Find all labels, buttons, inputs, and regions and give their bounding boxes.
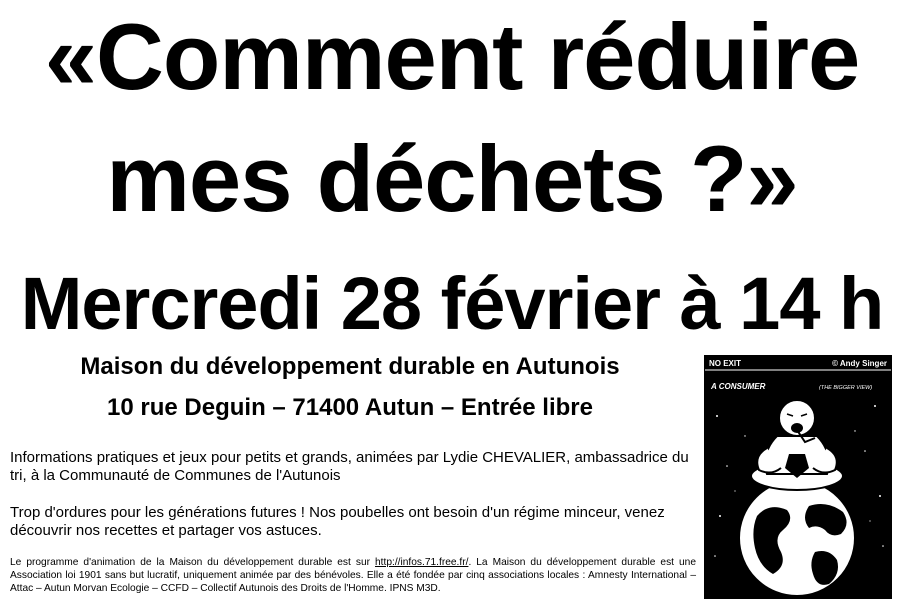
consumer-figure-drawing xyxy=(751,400,843,490)
info-paragraph: Informations pratiques et jeux pour petits et grands, animées par Lydie CHEVALIER, ambassadrice du tri, à la Communauté de Communes de l'Autunois xyxy=(10,449,689,484)
event-date: Mercredi 28 février à 14 h xyxy=(20,262,884,345)
footer-notice xyxy=(10,556,696,595)
program-link[interactable]: http://infos.71.free.fr/ xyxy=(375,557,469,568)
footer-text-end: . La Maison du développement durable est une Association loi 1901 sans but lucratif, uniquement animée par des bénévoles. Elle a été fondée par cinq associations locales : Amnesty International – Attac – Autun Morvan Ecologie – CCFD – Collectif Autunois des Droits de l'Homme. IPNS M3D. xyxy=(10,557,696,594)
cartoon-header-left: NO EXIT xyxy=(709,359,742,368)
cartoon-header-right: © Andy Singer xyxy=(832,359,887,368)
cartoon-drawing xyxy=(705,356,891,598)
cartoon-caption-note: (THE BIGGER VIEW) xyxy=(819,385,873,391)
globe-drawing xyxy=(739,480,855,596)
cartoon-caption: A CONSUMER xyxy=(711,382,766,391)
venue-address: 10 rue Deguin – 71400 Autun – Entrée libre xyxy=(107,394,593,421)
title-line-2: mes déchets ?» xyxy=(106,126,798,231)
cartoon-illustration xyxy=(704,355,892,599)
footer-text-start: Le programme d'animation de la Maison du développement durable est sur xyxy=(10,557,375,568)
cartoon-signature: SINGER xyxy=(851,586,875,592)
waste-paragraph: Trop d'ordures pour les générations futures ! Nos poubelles ont besoin d'un régime minceur, venez découvrir nos recettes et partager vos astuces. xyxy=(10,504,665,539)
title-line-1: «Comment réduire xyxy=(44,4,860,109)
venue-name: Maison du développement durable en Autunois xyxy=(80,353,620,380)
